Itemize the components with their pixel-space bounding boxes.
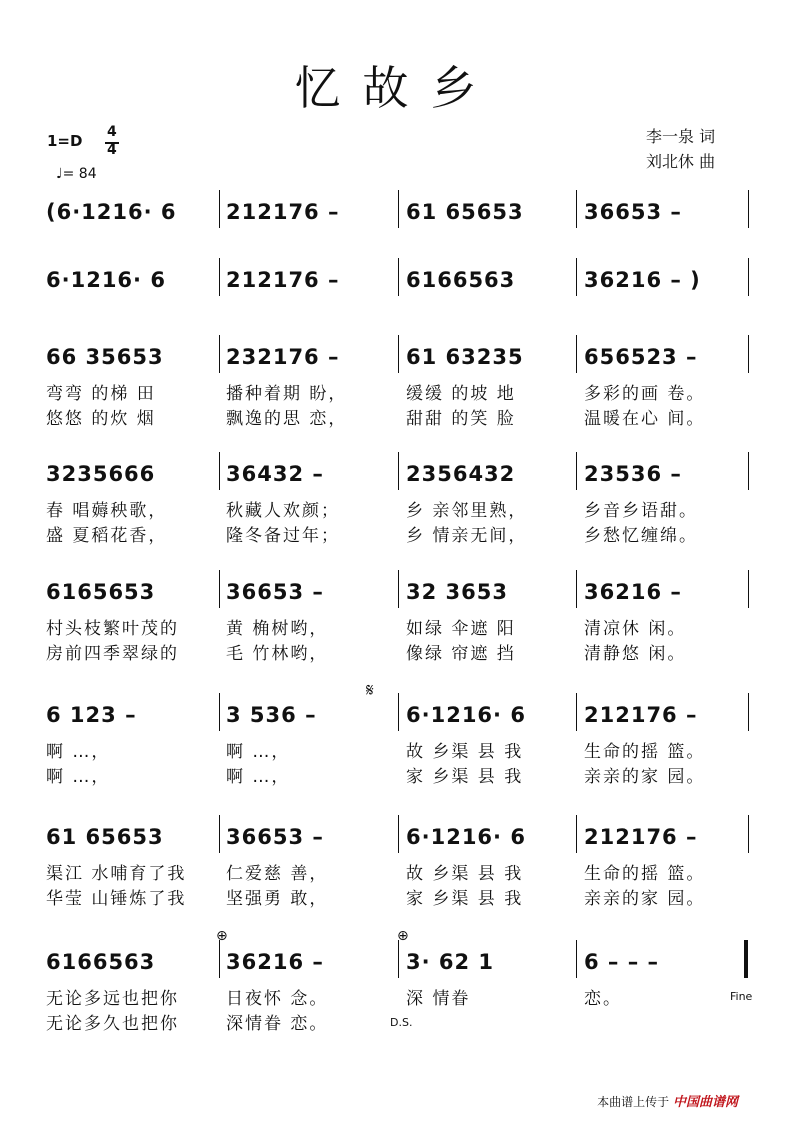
lyric-verse-1: 黄 桷树哟， bbox=[226, 619, 329, 639]
measure-notes: 212176 – bbox=[584, 825, 698, 849]
bar-line bbox=[576, 190, 577, 228]
measure-notes: 6·1216· 6 bbox=[406, 825, 526, 849]
measure-notes: 232176 – bbox=[226, 345, 340, 369]
bar-line bbox=[219, 940, 220, 978]
lyric-verse-1: 渠江 水哺育了我 bbox=[46, 864, 187, 884]
lyric-verse-1: 弯弯 的梯 田 bbox=[46, 384, 156, 404]
bar-line bbox=[576, 815, 577, 853]
measure-notes: 36216 – bbox=[226, 950, 324, 974]
bar-line bbox=[219, 570, 220, 608]
bar-line bbox=[219, 335, 220, 373]
measure-notes: 6166563 bbox=[406, 268, 516, 292]
lyric-verse-1: 乡音乡语甜。 bbox=[584, 501, 698, 521]
measure-notes: 6·1216· 6 bbox=[46, 268, 166, 292]
lyric-verse-1: 乡 亲邻里熟， bbox=[406, 501, 528, 521]
bar-line bbox=[398, 335, 399, 373]
lyric-verse-2: 深情眷 恋。 bbox=[226, 1014, 329, 1034]
bar-line bbox=[398, 190, 399, 228]
measure-notes: 32 3653 bbox=[406, 580, 508, 604]
lyric-verse-2: 啊 …， bbox=[226, 767, 291, 787]
bar-line bbox=[219, 815, 220, 853]
lyric-verse-2: 甜甜 的笑 脸 bbox=[406, 409, 516, 429]
lyric-verse-2: 温暖在心 间。 bbox=[584, 409, 706, 429]
bar-line bbox=[748, 335, 749, 373]
measure-notes: 66 35653 bbox=[46, 345, 164, 369]
bar-line bbox=[398, 815, 399, 853]
time-signature-top: 4 bbox=[107, 124, 117, 140]
lyric-verse-2: 盛 夏稻花香， bbox=[46, 526, 168, 546]
measure-notes: 3 536 – bbox=[226, 703, 317, 727]
bar-line bbox=[219, 452, 220, 490]
measure-notes: 212176 – bbox=[226, 268, 340, 292]
lyric-verse-1: 恋。 bbox=[584, 989, 622, 1009]
bar-line bbox=[748, 815, 749, 853]
measure-notes: 212176 – bbox=[584, 703, 698, 727]
lyric-verse-2: 乡 情亲无间， bbox=[406, 526, 528, 546]
fine-mark: Fine bbox=[730, 990, 753, 1003]
measure-notes: 2356432 bbox=[406, 462, 516, 486]
bar-line bbox=[744, 940, 748, 978]
bar-line bbox=[748, 258, 749, 296]
lyric-verse-2: 亲亲的家 园。 bbox=[584, 889, 706, 909]
bar-line bbox=[398, 570, 399, 608]
measure-notes: 61 65653 bbox=[46, 825, 164, 849]
lyric-verse-1: 故 乡渠 县 我 bbox=[406, 864, 524, 884]
lyric-verse-2: 啊 …， bbox=[46, 767, 111, 787]
bar-line bbox=[576, 335, 577, 373]
lyric-verse-2: 家 乡渠 县 我 bbox=[406, 767, 524, 787]
bar-line bbox=[398, 452, 399, 490]
measure-notes: 36216 – bbox=[584, 580, 682, 604]
lyric-verse-1: 如绿 伞遮 阳 bbox=[406, 619, 516, 639]
lyric-verse-2: 清静悠 闲。 bbox=[584, 644, 687, 664]
lyric-verse-1: 啊 …， bbox=[226, 742, 291, 762]
lyric-verse-1: 春 唱薅秧歌， bbox=[46, 501, 168, 521]
footer bbox=[597, 1091, 738, 1110]
lyric-verse-2: 悠悠 的炊 烟 bbox=[46, 409, 156, 429]
site-logo[interactable]: 中国曲谱网 bbox=[672, 1095, 738, 1110]
bar-line bbox=[576, 258, 577, 296]
key-signature: 1=D bbox=[47, 132, 83, 150]
lyric-verse-1: 播种着期 盼， bbox=[226, 384, 348, 404]
measure-notes: 61 63235 bbox=[406, 345, 524, 369]
lyric-verse-1: 多彩的画 卷。 bbox=[584, 384, 706, 404]
measure-notes: 36653 – bbox=[584, 200, 682, 224]
lyricist: 李一泉 词 bbox=[646, 127, 716, 146]
measure-notes: 6·1216· 6 bbox=[406, 703, 526, 727]
lyric-verse-1: 生命的摇 篮。 bbox=[584, 864, 706, 884]
measure-notes: 36216 – ) bbox=[584, 268, 701, 292]
ds-mark: D.S. bbox=[390, 1016, 413, 1029]
measure-notes: 23536 – bbox=[584, 462, 682, 486]
bar-line bbox=[748, 570, 749, 608]
lyric-verse-1: 无论多远也把你 bbox=[46, 989, 179, 1009]
score-system bbox=[36, 950, 758, 1110]
page-title: 忆故乡 bbox=[294, 61, 499, 115]
footer-text: 本曲谱上传于 bbox=[597, 1095, 670, 1109]
lyric-verse-2: 像绿 帘遮 挡 bbox=[406, 644, 516, 664]
bar-line bbox=[748, 452, 749, 490]
measure-notes: 3235666 bbox=[46, 462, 156, 486]
lyric-verse-2: 华莹 山锤炼了我 bbox=[46, 889, 187, 909]
bar-line bbox=[748, 190, 749, 228]
measure-notes: 656523 – bbox=[584, 345, 698, 369]
bar-line bbox=[576, 693, 577, 731]
measure-notes: 212176 – bbox=[226, 200, 340, 224]
lyric-verse-2: 乡愁忆缠绵。 bbox=[584, 526, 698, 546]
lyric-verse-2: 隆冬备过年； bbox=[226, 526, 340, 546]
lyric-verse-2: 无论多久也把你 bbox=[46, 1014, 179, 1034]
lyric-verse-1: 清凉休 闲。 bbox=[584, 619, 687, 639]
lyric-verse-1: 啊 …， bbox=[46, 742, 111, 762]
lyric-verse-2: 坚强勇 敢， bbox=[226, 889, 329, 909]
bar-line bbox=[748, 693, 749, 731]
lyric-verse-2: 毛 竹林哟， bbox=[226, 644, 329, 664]
lyric-verse-1: 生命的摇 篮。 bbox=[584, 742, 706, 762]
bar-line bbox=[576, 940, 577, 978]
lyric-verse-1: 秋藏人欢颜； bbox=[226, 501, 340, 521]
lyric-verse-2: 房前四季翠绿的 bbox=[46, 644, 179, 664]
measure-notes: 3· 62 1 bbox=[406, 950, 495, 974]
tempo-marking: ♩= 84 bbox=[56, 166, 97, 182]
bar-line bbox=[576, 570, 577, 608]
bar-line bbox=[398, 693, 399, 731]
lyric-verse-1: 缓缓 的坡 地 bbox=[406, 384, 516, 404]
bar-line bbox=[219, 258, 220, 296]
segno-sign: 𝄋 bbox=[366, 680, 374, 701]
lyric-verse-1: 村头枝繁叶茂的 bbox=[46, 619, 179, 639]
measure-notes: 6 123 – bbox=[46, 703, 137, 727]
measure-notes: 6 – – – bbox=[584, 950, 660, 974]
lyric-verse-2: 家 乡渠 县 我 bbox=[406, 889, 524, 909]
bar-line bbox=[219, 190, 220, 228]
composer: 刘北休 曲 bbox=[646, 152, 716, 171]
lyric-verse-2: 亲亲的家 园。 bbox=[584, 767, 706, 787]
lyric-verse-1: 日夜怀 念。 bbox=[226, 989, 329, 1009]
measure-notes: 61 65653 bbox=[406, 200, 524, 224]
coda-sign-1: ⊕ bbox=[216, 928, 228, 944]
lyric-verse-1: 故 乡渠 县 我 bbox=[406, 742, 524, 762]
lyric-verse-1: 仁爱慈 善， bbox=[226, 864, 329, 884]
bar-line bbox=[576, 452, 577, 490]
time-signature-bottom: 4 bbox=[107, 142, 117, 158]
measure-notes: (6·1216· 6 bbox=[46, 200, 177, 224]
measure-notes: 36653 – bbox=[226, 825, 324, 849]
coda-sign-2: ⊕ bbox=[397, 928, 409, 944]
measure-notes: 6166563 bbox=[46, 950, 156, 974]
measure-notes: 36432 – bbox=[226, 462, 324, 486]
bar-line bbox=[398, 258, 399, 296]
bar-line bbox=[398, 940, 399, 978]
lyric-verse-1: 深 情眷 bbox=[406, 989, 471, 1009]
measure-notes: 6165653 bbox=[46, 580, 156, 604]
measure-notes: 36653 – bbox=[226, 580, 324, 604]
lyric-verse-2: 飘逸的思 恋， bbox=[226, 409, 348, 429]
bar-line bbox=[219, 693, 220, 731]
